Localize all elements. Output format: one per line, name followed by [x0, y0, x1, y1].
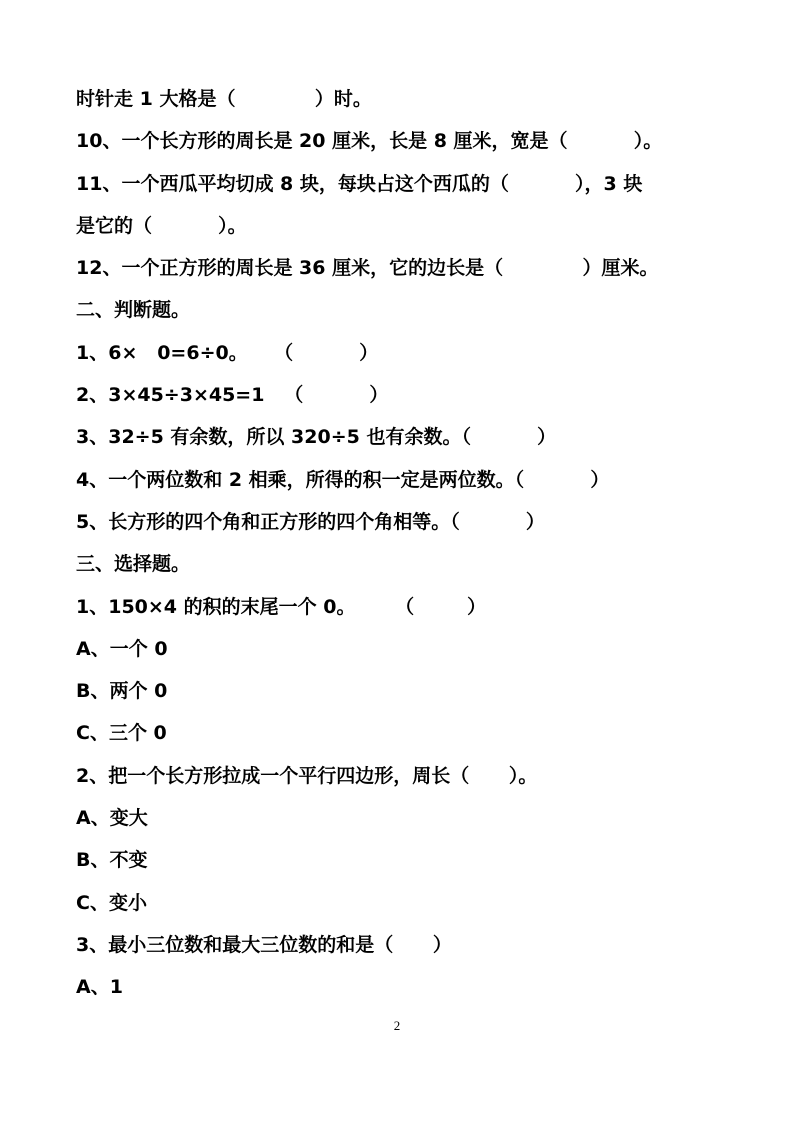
choice-question-3: 3、最小三位数和最大三位数的和是（ ）	[76, 933, 452, 956]
choice-3-option-a: A、1	[76, 976, 123, 999]
choice-2-option-b: B、不变	[76, 849, 148, 872]
question-11-continuation: 是它的（ ）。	[76, 214, 247, 237]
choice-question-1: 1、150×4 的积的末尾一个 0。 （ ）	[76, 595, 487, 618]
question-12: 12、一个正方形的周长是 36 厘米，它的边长是（ ）厘米。	[76, 257, 659, 280]
choice-1-option-b: B、两个 0	[76, 680, 168, 703]
judgment-item-4: 4、一个两位数和 2 相乘，所得的积一定是两位数。（ ）	[76, 468, 610, 491]
judgment-item-3: 3、32÷5 有余数，所以 320÷5 也有余数。（ ）	[76, 426, 557, 449]
choice-question-2: 2、把一个长方形拉成一个平行四边形，周长（ ）。	[76, 764, 538, 787]
page-number: 2	[393, 1018, 401, 1033]
judgment-item-2: 2、3×45÷3×45=1 （ ）	[76, 384, 389, 407]
section-heading-choice: 三、选择题。	[76, 553, 191, 576]
judgment-item-5: 5、长方形的四个角和正方形的四个角相等。（ ）	[76, 510, 545, 533]
choice-1-option-a: A、一个 0	[76, 637, 168, 660]
worksheet-content	[76, 78, 736, 1009]
choice-1-option-c: C、三个 0	[76, 722, 167, 745]
section-heading-judgment: 二、判断题。	[76, 299, 191, 322]
question-9-continuation: 时针走 1 大格是（ ）时。	[76, 88, 372, 110]
question-10: 10、一个长方形的周长是 20 厘米，长是 8 厘米，宽是（ ）。	[76, 130, 663, 153]
question-11: 11、一个西瓜平均切成 8 块，每块占这个西瓜的（ ），3 块	[76, 172, 643, 195]
choice-2-option-a: A、变大	[76, 807, 148, 830]
choice-2-option-c: C、变小	[76, 891, 147, 914]
judgment-item-1: 1、6× 0=6÷0。 （ ）	[76, 341, 379, 364]
